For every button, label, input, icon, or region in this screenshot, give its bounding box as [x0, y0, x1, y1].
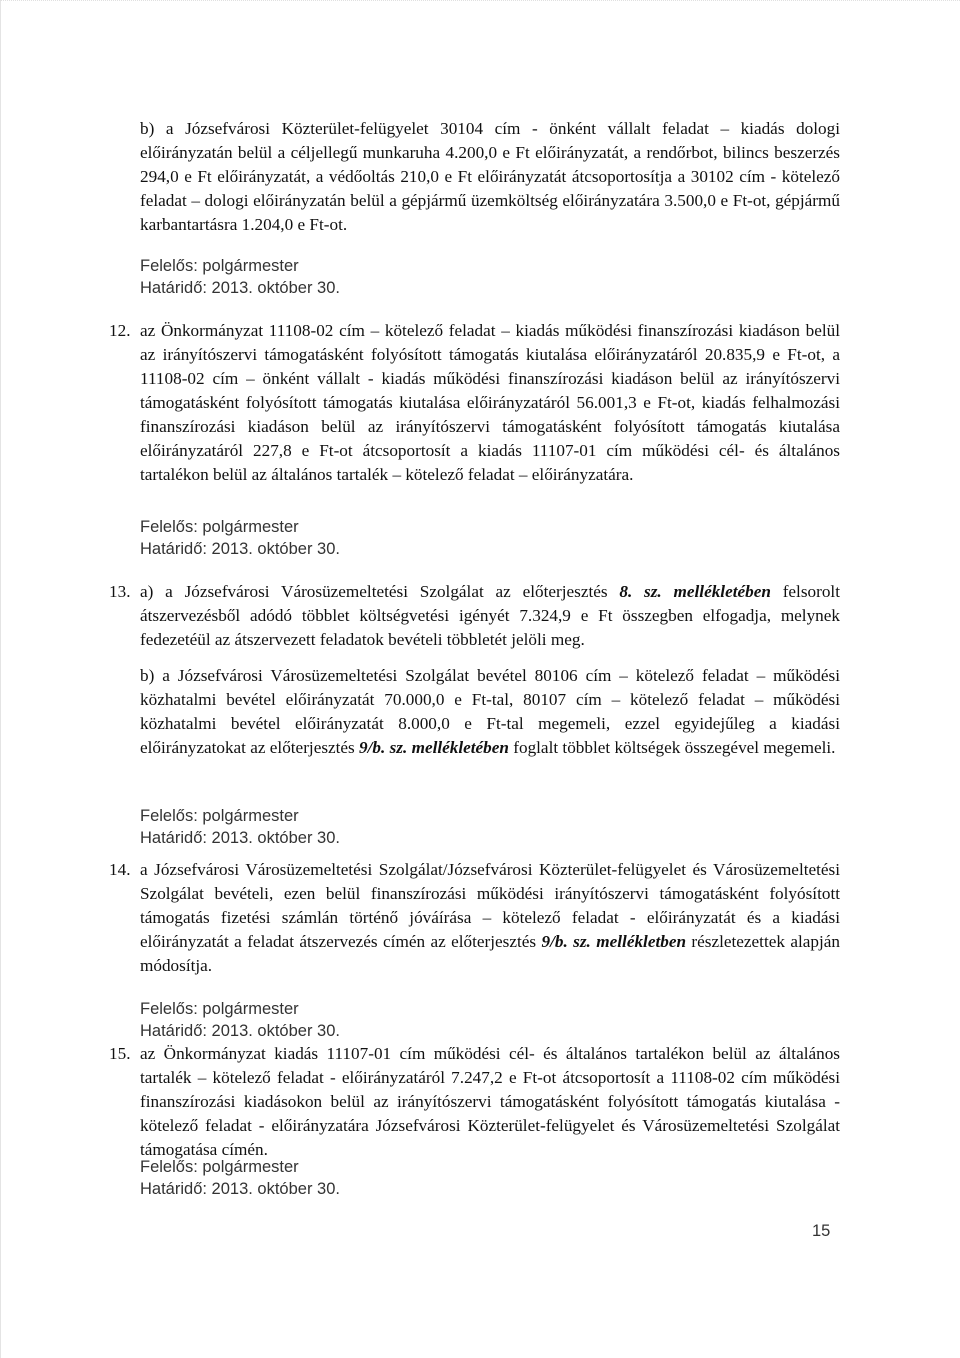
item-12-responsible: Felelős: polgármester: [140, 518, 299, 536]
item-13-a-ref-word: mellékletében: [661, 582, 771, 601]
scan-edge: [0, 0, 4, 1358]
item-12-deadline: Határidő: 2013. október 30.: [140, 540, 340, 558]
item-13-b-paragraph: [140, 664, 840, 760]
item-13-b-ref-sz: sz.: [385, 738, 408, 757]
item-15-deadline: Határidő: 2013. október 30.: [140, 1180, 340, 1198]
item-15-responsible: Felelős: polgármester: [140, 1158, 299, 1176]
item-13-a-paragraph: [140, 580, 840, 652]
item-15-paragraph: [140, 1042, 840, 1162]
item-14-ref-number: 9/b.: [541, 932, 568, 951]
item-13-a-text: a) a Józsefvárosi Városüzemeltetési Szolgálat az előterjesztés: [140, 582, 620, 601]
item-12-number: 12.: [109, 321, 131, 340]
item-14-responsible: Felelős: polgármester: [140, 1000, 299, 1018]
responsible-line: Felelős: polgármester: [140, 257, 299, 275]
item-13-a-ref-sz: sz.: [632, 582, 662, 601]
item-b-paragraph: [140, 117, 840, 237]
item-13-a-ref-number: 8.: [619, 582, 633, 601]
item-14-text-cont: részletezettek alapján módosítja.: [140, 932, 840, 975]
item-14-text: a Józsefvárosi Városüzemeltetési Szolgálat/Józsefvárosi Közterület-felügyelet és Városüzemeltetési Szolgálat bevételi, ezen belül finanszírozási működési irányítószervi támogatásként folyósított támogatás fizetési számlán történő jóváírása – kötelező feladat - előirányzatát és a kiadási előirányzatát a feladat átszervezés címén az előterjesztés: [140, 860, 840, 951]
item-13-responsible: Felelős: polgármester: [140, 807, 299, 825]
item-12-paragraph: [140, 319, 840, 487]
item-14-number: 14.: [109, 860, 131, 879]
deadline-line: Határidő: 2013. október 30.: [140, 279, 340, 297]
item-13-b-text: b) a Józsefvárosi Városüzemeltetési Szolgálat bevétel 80106 cím – kötelező feladat – működési közhatalmi bevétel előirányzatát 70.000,0 e Ft-tal, 80107 cím – kötelező feladat – működési közhatalmi bevétel előirányzatát 8.000,0 e Ft-tal megemeli, ezzel egyidejűleg a kiadási előirányzatokat az előterjesztés: [140, 666, 840, 757]
item-13-a-text-cont: felsorolt átszervezésből adódó többlet költségvetési igényét 7.324,9 e Ft összegben elfogadja, melynek fedezetéül az átszervezett feladatok bevételi többletét jelöli meg.: [140, 582, 840, 649]
item-b-text: b) a Józsefvárosi Közterület-felügyelet 30104 cím - önként vállalt feladat – kiadás dologi előirányzatán belül a céljellegű munkaruha 4.200,0 e Ft előirányzatát, a rendőrbot, bilincs beszerzés 294,0 e Ft előirányzatát, a védőoltás 210,0 e Ft előirányzatát átcsoportosítja a 30102 cím - kötelező feladat – dologi előirányzatán belül a gépjármű üzemköltség előirányzatára 3.500,0 e Ft-ot, gépjármű karbantartásra 1.204,0 e Ft-ot.: [140, 119, 840, 234]
item-13-paragraphs: [140, 580, 840, 760]
page-number: 15: [812, 1222, 831, 1240]
scan-top-edge: [0, 0, 960, 4]
item-14-ref-word: mellékletben: [590, 932, 687, 951]
item-14-paragraph: [140, 858, 840, 978]
item-15-number: 15.: [109, 1044, 131, 1063]
item-14-ref-sz: sz.: [567, 932, 591, 951]
item-13-b-ref-word: mellékletében: [407, 738, 509, 757]
item-15-text: az Önkormányzat kiadás 11107-01 cím működési cél- és általános tartalékon belül az általános tartalék – kötelező feladat - előirányzatáról 7.247,2 e Ft-ot átcsoportosít a 11108-02 cím működési finanszírozási kiadásokon belül az irányítószervi támogatásként folyósított támogatás kiutalása - kötelező feladat - előirányzatára Józsefvárosi Közterület-felügyelet és Városüzemeltetési Szolgálat támogatása címén.: [140, 1044, 840, 1159]
item-13-b-ref-number: 9/b.: [359, 738, 386, 757]
item-12-text: az Önkormányzat 11108-02 cím – kötelező feladat – kiadás működési finanszírozási kiadáson belül az irányítószervi támogatásként folyósított támogatás kiutalása előirányzatáról 20.835,9 e Ft-ot, a 11108-02 cím – önként vállalt - kiadás működési finanszírozási kiadáson belül az irányítószervi támogatásként folyósított támogatás kiutalása előirányzatáról 56.001,3 e Ft-ot, kiadás felhalmozási finanszírozási kiadáson belül az irányítószervi támogatásként folyósított támogatás kiutalása előirányzatáról 227,8 e Ft-ot átcsoportosít a kiadás 11107-01 cím működési cél- és általános tartalékon belül az általános tartalék – kötelező feladat – előirányzatára.: [140, 321, 840, 484]
item-13-b-text-cont: foglalt többlet költségek összegével megemeli.: [508, 738, 836, 757]
item-14-deadline: Határidő: 2013. október 30.: [140, 1022, 340, 1040]
item-13-deadline: Határidő: 2013. október 30.: [140, 829, 340, 847]
item-13-number: 13.: [109, 582, 131, 601]
